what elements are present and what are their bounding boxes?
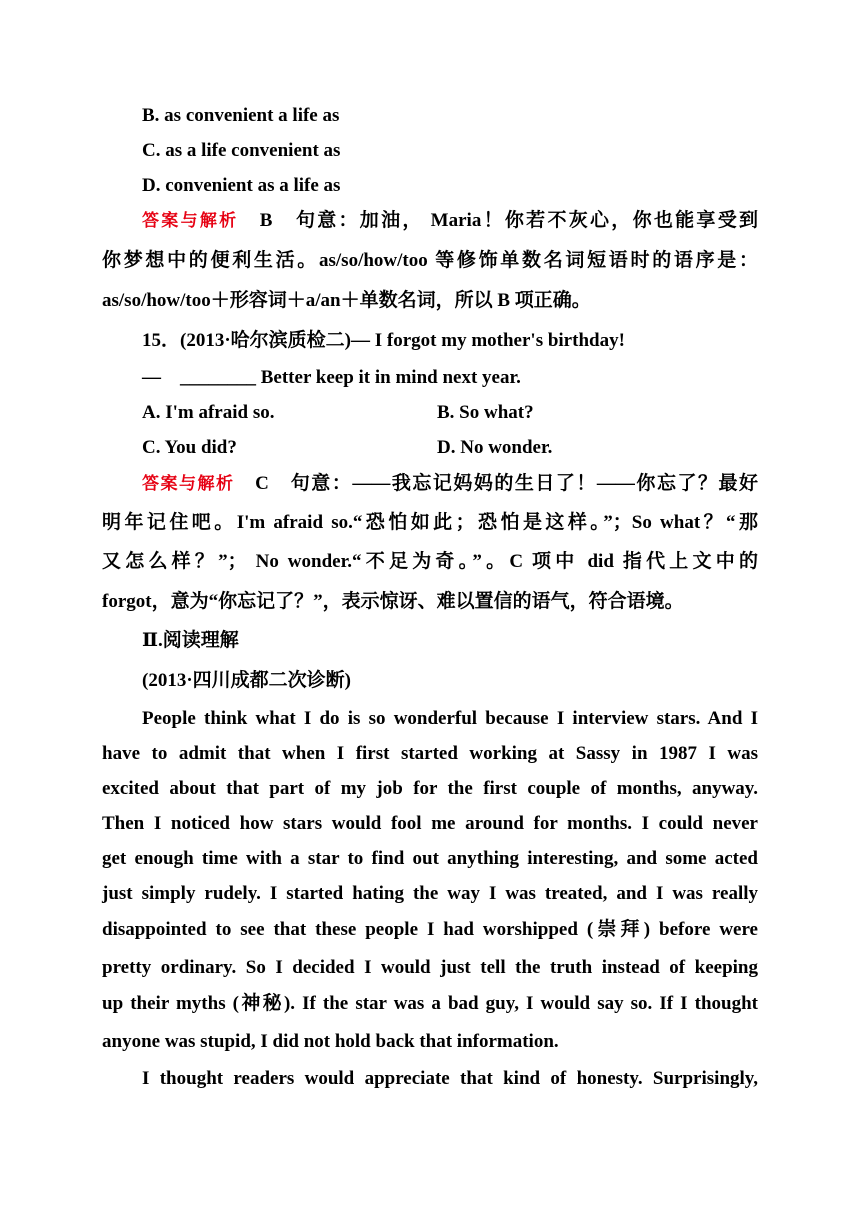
section-heading: Ⅱ.阅读理解	[142, 630, 239, 651]
q15-options-row-1	[142, 401, 758, 425]
q15-answer-line-4: forgot，意为“你忘记了？”，表示惊讶、难以置信的语气，符合语境。	[102, 591, 684, 612]
passage-line-6: just simply rudely. I started hating the way I was treated, and I was really	[102, 883, 758, 904]
q14-option-d: D. convenient as a life as	[142, 175, 341, 196]
passage-line-2: have to admit that when I first started working at Sassy in 1987 I was	[102, 743, 758, 764]
passage-line-9: up their myths (神秘). If the star was a bad guy, I would say so. If I thought	[102, 993, 758, 1014]
q14-answer-line-3: as/so/how/too＋形容词＋a/an＋单数名词，所以 B 项正确。	[102, 290, 591, 311]
q14-option-c: C. as a life convenient as	[142, 140, 341, 161]
q15-option-c: C. You did?	[142, 437, 237, 458]
passage-line-7: disappointed to see that these people I had worshipped (崇拜) before were	[102, 919, 758, 940]
q15-reply: — ________ Better keep it in mind next year.	[142, 367, 521, 388]
passage-line-5: get enough time with a star to find out anything interesting, and some acted	[102, 848, 758, 869]
q14-answer-label: 答案与解析	[142, 211, 239, 231]
q14-answer-line-1: 答案与解析 B 句意：加油， Maria！你若不灰心，你也能享受到	[142, 210, 758, 231]
passage-line-10: anyone was stupid, I did not hold back that information.	[102, 1031, 559, 1052]
q15-option-a: A. I'm afraid so.	[142, 402, 275, 423]
q15-answer-label: 答案与解析	[142, 474, 235, 494]
q15-option-d: D. No wonder.	[437, 437, 553, 458]
q15-stem: 15．(2013·哈尔滨质检二)— I forgot my mother's birthday!	[142, 330, 625, 351]
q15-answer-line-1: 答案与解析 C 句意：——我忘记妈妈的生日了！——你忘了？最好	[142, 473, 758, 494]
passage-line-4: Then I noticed how stars would fool me around for months. I could never	[102, 813, 758, 834]
passage-line-3: excited about that part of my job for the first couple of months, anyway.	[102, 778, 758, 799]
q15-answer-line-2: 明年记住吧。I'm afraid so.“恐怕如此；恐怕是这样。”；So what？“那	[102, 512, 758, 533]
passage-line-11: I thought readers would appreciate that kind of honesty. Surprisingly,	[142, 1068, 758, 1089]
passage-line-8: pretty ordinary. So I decided I would just tell the truth instead of keeping	[102, 957, 758, 978]
q15-option-b: B. So what?	[437, 402, 534, 423]
q15-answer-line-3: 又怎么样？”； No wonder.“不足为奇。”。C 项中 did 指代上文中的	[102, 551, 758, 572]
section-source: (2013·四川成都二次诊断)	[142, 670, 351, 691]
passage-line-1: People think what I do is so wonderful because I interview stars. And I	[142, 708, 758, 729]
q14-answer-line-2: 你梦想中的便利生活。as/so/how/too 等修饰单数名词短语时的语序是：	[102, 250, 758, 271]
q15-options-row-2	[142, 436, 758, 460]
q14-option-b: B. as convenient a life as	[142, 105, 340, 126]
